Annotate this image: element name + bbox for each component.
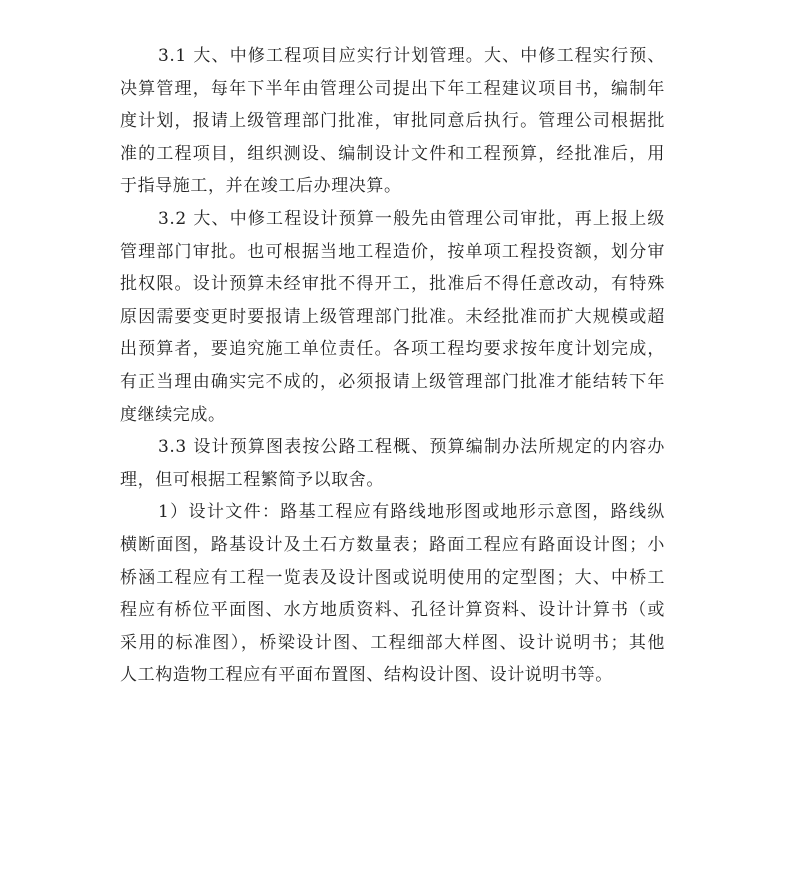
paragraph-3-2-line: 原因需要变更时要报请上级管理部门批准。未经批准而扩大规模或超 [120,306,665,327]
paragraph-3-2-line: 有正当理由确实完不成的，必须报请上级管理部门批准才能结转下年 [120,371,665,392]
item-1-line: 1）设计文件：路基工程应有路线地形图或地形示意图，路线纵 [158,502,665,523]
paragraph-3-3-line: 3.3 设计预算图表按公路工程概、预算编制办法所规定的内容办 [158,437,665,458]
paragraph-3-1-line: 于指导施工，并在竣工后办理决算。 [120,176,402,197]
paragraph-3-2-line: 出预算者，要追究施工单位责任。各项工程均要求按年度计划完成， [120,339,665,360]
document-body [120,40,665,692]
paragraph-3-2-line: 管理部门审批。也可根据当地工程造价，按单项工程投资额，划分审 [120,241,665,262]
item-1-line: 桥涵工程应有工程一览表及设计图或说明使用的定型图；大、中桥工 [120,567,665,588]
item-1-line: 人工构造物工程应有平面布置图、结构设计图、设计说明书等。 [120,665,613,686]
item-1-line: 采用的标准图），桥梁设计图、工程细部大样图、设计说明书；其他 [120,632,665,653]
paragraph-3-3-line: 理，但可根据工程繁简予以取舍。 [120,469,384,490]
paragraph-3-1-line: 3.1 大、中修工程项目应实行计划管理。大、中修工程实行预、 [158,46,665,66]
paragraph-3-2-line: 批权限。设计预算未经审批不得开工，批准后不得任意改动，有特殊 [120,274,665,295]
paragraph-3-1-line: 决算管理，每年下半年由管理公司提出下年工程建议项目书，编制年 [120,78,665,99]
item-1-line: 程应有桥位平面图、水方地质资料、孔径计算资料、设计计算书（或 [120,600,665,621]
paragraph-3-2-line: 3.2 大、中修工程设计预算一般先由管理公司审批，再上报上级 [158,208,665,229]
paragraph-3-2-line: 度继续完成。 [120,404,226,425]
paragraph-3-1-line: 度计划，报请上级管理部门批准，审批同意后执行。管理公司根据批 [120,111,665,132]
item-1-line: 横断面图，路基设计及土石方数量表；路面工程应有路面设计图；小 [120,534,665,555]
paragraph-3-1-line: 准的工程项目，组织测设、编制设计文件和工程预算，经批准后，用 [120,143,665,164]
